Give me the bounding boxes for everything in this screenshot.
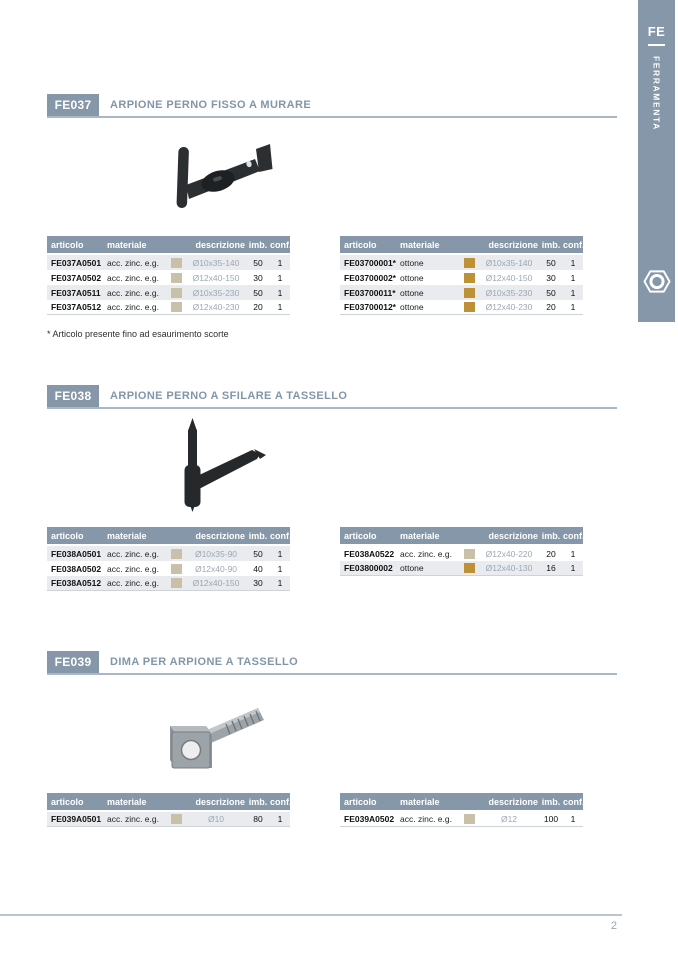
material-cell: acc. zinc. e.g. xyxy=(107,287,159,298)
pack-qty-cell: 30 xyxy=(253,272,263,283)
page-number: 2 xyxy=(610,920,617,932)
material-swatch-zinc xyxy=(464,814,475,824)
pack-qty-cell: 16 xyxy=(546,563,556,573)
column-header-conf: conf. xyxy=(270,239,292,250)
conf-qty-cell: 1 xyxy=(570,548,576,559)
conf-qty-cell: 1 xyxy=(277,287,283,298)
material-swatch-zinc xyxy=(171,302,182,312)
material-swatch-zinc xyxy=(171,258,182,268)
conf-qty-cell: 1 xyxy=(277,578,283,588)
material-swatch-zinc xyxy=(171,564,182,574)
column-header-materiale: materiale xyxy=(400,239,440,250)
pack-qty-cell: 50 xyxy=(253,548,263,559)
pack-qty-cell: 80 xyxy=(253,814,263,824)
article-code-cell: FE03700011* xyxy=(344,287,396,298)
material-cell: ottone xyxy=(400,287,424,298)
column-header-descrizione: descrizione xyxy=(488,239,538,250)
material-swatch-ottone xyxy=(464,288,475,298)
table-row xyxy=(340,285,583,300)
material-cell: acc. zinc. e.g. xyxy=(107,563,159,574)
column-header-materiale: materiale xyxy=(400,530,440,541)
article-code-cell: FE037A0512 xyxy=(51,302,102,312)
column-header-conf: conf. xyxy=(563,796,585,807)
pack-qty-cell: 20 xyxy=(253,302,263,312)
description-cell: Ø12x40-150 xyxy=(485,272,533,283)
table-row xyxy=(340,561,583,576)
material-swatch-ottone xyxy=(464,273,475,283)
table-row xyxy=(340,270,583,285)
table-row xyxy=(47,255,290,270)
table-row xyxy=(47,812,290,827)
material-swatch-ottone xyxy=(464,563,475,573)
table-row xyxy=(340,300,583,315)
section-code: FE037 xyxy=(47,94,99,116)
column-header-descrizione: descrizione xyxy=(195,796,245,807)
description-cell: Ø12x40-230 xyxy=(485,302,533,312)
material-swatch-cell xyxy=(171,258,186,268)
material-swatch-zinc xyxy=(171,549,182,559)
category-label: FERRAMENTA xyxy=(651,56,662,131)
section-rule xyxy=(47,116,617,118)
category-tab xyxy=(638,0,675,322)
column-header-articolo: articolo xyxy=(51,796,84,807)
material-cell: acc. zinc. e.g. xyxy=(107,257,159,268)
pack-qty-cell: 50 xyxy=(546,287,556,298)
article-code-cell: FE038A0502 xyxy=(51,563,102,574)
conf-qty-cell: 1 xyxy=(570,257,576,268)
column-header-descrizione: descrizione xyxy=(195,530,245,541)
article-code-cell: FE037A0511 xyxy=(51,287,101,298)
description-cell: Ø12x40-150 xyxy=(192,578,240,588)
table-header-row xyxy=(47,527,290,544)
material-swatch-cell xyxy=(171,273,186,283)
article-code-cell: FE038A0512 xyxy=(51,578,102,588)
description-cell: Ø10x35-140 xyxy=(485,257,533,268)
section-rule xyxy=(47,407,617,409)
description-cell: Ø12x40-90 xyxy=(194,563,238,574)
material-swatch-cell xyxy=(171,578,186,588)
conf-qty-cell: 1 xyxy=(570,302,576,312)
column-header-articolo: articolo xyxy=(344,239,377,250)
table-header-row xyxy=(340,236,583,253)
conf-qty-cell: 1 xyxy=(570,814,576,824)
material-swatch-cell xyxy=(171,814,186,824)
conf-qty-cell: 1 xyxy=(570,272,576,283)
product-table xyxy=(47,527,290,591)
table-row xyxy=(47,270,290,285)
column-header-descrizione: descrizione xyxy=(488,796,538,807)
material-swatch-cell xyxy=(464,814,479,824)
section-title: DIMA PER ARPIONE A TASSELLO xyxy=(110,656,299,668)
material-swatch-cell xyxy=(464,273,479,283)
material-cell: acc. zinc. e.g. xyxy=(107,302,159,312)
section-code: FE038 xyxy=(47,385,99,407)
material-cell: acc. zinc. e.g. xyxy=(107,272,159,283)
product-table xyxy=(340,793,583,827)
column-header-materiale: materiale xyxy=(107,239,147,250)
product-table xyxy=(340,236,583,315)
column-header-descrizione: descrizione xyxy=(488,530,538,541)
material-swatch-zinc xyxy=(171,578,182,588)
material-swatch-zinc xyxy=(171,814,182,824)
product-table xyxy=(47,793,290,827)
table-row xyxy=(47,576,290,591)
conf-qty-cell: 1 xyxy=(277,257,283,268)
section-rule xyxy=(47,673,617,675)
pack-qty-cell: 30 xyxy=(253,578,263,588)
conf-qty-cell: 1 xyxy=(277,302,283,312)
description-cell: Ø10 xyxy=(207,814,225,824)
pack-qty-cell: 40 xyxy=(253,563,263,574)
pack-qty-cell: 50 xyxy=(253,257,263,268)
section-code: FE039 xyxy=(47,651,99,673)
column-header-articolo: articolo xyxy=(51,530,84,541)
column-header-imb: imb. xyxy=(248,530,268,541)
product-image-threaded-template-bolt xyxy=(160,696,275,776)
description-cell: Ø10x35-230 xyxy=(192,287,240,298)
conf-qty-cell: 1 xyxy=(277,563,283,574)
description-cell: Ø10x35-140 xyxy=(192,257,240,268)
article-code-cell: FE039A0501 xyxy=(51,814,102,824)
column-header-conf: conf. xyxy=(563,530,585,541)
column-header-articolo: articolo xyxy=(51,239,84,250)
article-code-cell: FE038A0522 xyxy=(344,548,395,559)
product-image-pull-out-dowel-hinge-pin xyxy=(180,412,280,517)
column-header-descrizione: descrizione xyxy=(195,239,245,250)
description-cell: Ø10x35-90 xyxy=(194,548,238,559)
description-cell: Ø12x40-130 xyxy=(485,563,533,573)
conf-qty-cell: 1 xyxy=(277,814,283,824)
column-header-articolo: articolo xyxy=(344,530,377,541)
pack-qty-cell: 100 xyxy=(543,814,559,824)
table-header-row xyxy=(47,793,290,810)
description-cell: Ø10x35-230 xyxy=(485,287,533,298)
material-swatch-cell xyxy=(464,563,479,573)
material-swatch-zinc xyxy=(171,288,182,298)
description-cell: Ø12x40-150 xyxy=(192,272,240,283)
description-cell: Ø12 xyxy=(500,814,518,824)
conf-qty-cell: 1 xyxy=(277,548,283,559)
column-header-conf: conf. xyxy=(563,239,585,250)
column-header-materiale: materiale xyxy=(107,530,147,541)
article-code-cell: FE037A0501 xyxy=(51,257,102,268)
column-header-imb: imb. xyxy=(248,796,268,807)
article-code-cell: FE037A0502 xyxy=(51,272,102,283)
table-row xyxy=(47,546,290,561)
material-swatch-cell xyxy=(464,302,479,312)
column-header-imb: imb. xyxy=(541,796,561,807)
table-row xyxy=(47,561,290,576)
column-header-articolo: articolo xyxy=(344,796,377,807)
pack-qty-cell: 50 xyxy=(253,287,263,298)
table-row xyxy=(340,255,583,270)
material-swatch-cell xyxy=(171,302,186,312)
material-swatch-cell xyxy=(171,564,186,574)
material-swatch-cell xyxy=(171,549,186,559)
material-cell: ottone xyxy=(400,302,424,312)
article-code-cell: FE03800002 xyxy=(344,563,393,573)
material-swatch-cell xyxy=(464,288,479,298)
material-cell: ottone xyxy=(400,257,424,268)
article-code-cell: FE03700001* xyxy=(344,257,396,268)
column-header-materiale: materiale xyxy=(400,796,440,807)
section-title: ARPIONE PERNO FISSO A MURARE xyxy=(110,99,312,111)
material-cell: acc. zinc. e.g. xyxy=(400,814,452,824)
material-cell: acc. zinc. e.g. xyxy=(107,578,159,588)
table-row xyxy=(340,812,583,827)
pack-qty-cell: 20 xyxy=(546,302,556,312)
conf-qty-cell: 1 xyxy=(277,272,283,283)
material-swatch-cell xyxy=(171,288,186,298)
stock-footnote: * Articolo presente fino ad esaurimento scorte xyxy=(47,329,229,339)
material-cell: ottone xyxy=(400,563,424,573)
article-code-cell: FE038A0501 xyxy=(51,548,102,559)
article-code-cell: FE039A0502 xyxy=(344,814,395,824)
conf-qty-cell: 1 xyxy=(570,563,576,573)
section-title: ARPIONE PERNO A SFILARE A TASSELLO xyxy=(110,390,348,402)
material-swatch-ottone xyxy=(464,258,475,268)
product-image-wall-mount-hinge-pin xyxy=(175,140,280,215)
pack-qty-cell: 50 xyxy=(546,257,556,268)
table-row xyxy=(47,300,290,315)
column-header-conf: conf. xyxy=(270,796,292,807)
pack-qty-cell: 30 xyxy=(546,272,556,283)
table-row xyxy=(47,285,290,300)
table-row xyxy=(340,546,583,561)
category-underline xyxy=(648,44,665,46)
material-cell: ottone xyxy=(400,272,424,283)
pack-qty-cell: 20 xyxy=(546,548,556,559)
hex-nut-icon xyxy=(643,268,670,300)
description-cell: Ø12x40-230 xyxy=(192,302,240,312)
material-swatch-zinc xyxy=(464,549,475,559)
product-table xyxy=(340,527,583,576)
table-header-row xyxy=(340,793,583,810)
article-code-cell: FE03700012* xyxy=(344,302,396,312)
material-cell: acc. zinc. e.g. xyxy=(400,548,452,559)
conf-qty-cell: 1 xyxy=(570,287,576,298)
column-header-conf: conf. xyxy=(270,530,292,541)
category-code: FE xyxy=(647,24,666,39)
material-swatch-cell xyxy=(464,549,479,559)
material-cell: acc. zinc. e.g. xyxy=(107,814,159,824)
material-swatch-ottone xyxy=(464,302,475,312)
article-code-cell: FE03700002* xyxy=(344,272,396,283)
table-header-row xyxy=(340,527,583,544)
table-header-row xyxy=(47,236,290,253)
column-header-imb: imb. xyxy=(541,239,561,250)
footer-rule xyxy=(0,914,622,916)
column-header-imb: imb. xyxy=(541,530,561,541)
material-swatch-zinc xyxy=(171,273,182,283)
material-cell: acc. zinc. e.g. xyxy=(107,548,159,559)
column-header-materiale: materiale xyxy=(107,796,147,807)
material-swatch-cell xyxy=(464,258,479,268)
product-table xyxy=(47,236,290,315)
column-header-imb: imb. xyxy=(248,239,268,250)
description-cell: Ø12x40-220 xyxy=(485,548,533,559)
